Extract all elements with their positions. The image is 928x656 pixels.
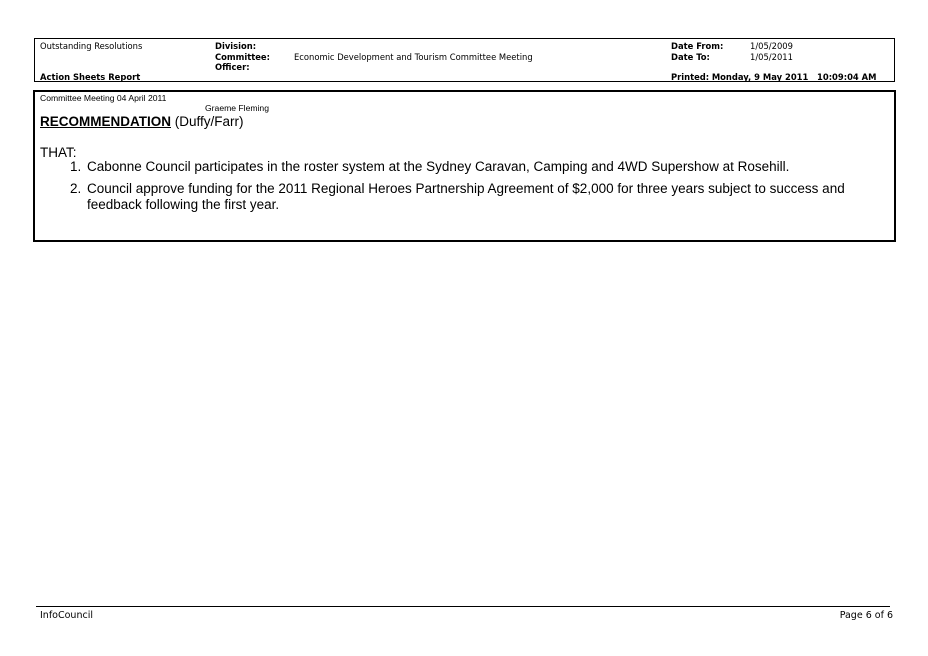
committee-value: Economic Development and Tourism Committee Meeting [294, 52, 533, 62]
footer-system: InfoCouncil [40, 610, 93, 621]
recommendation-line [40, 114, 244, 129]
division-label: Division: [215, 41, 257, 51]
resolution-record [33, 90, 896, 242]
that-label: THAT: [40, 145, 77, 160]
item-number: 2. [70, 181, 82, 196]
item-number: 1. [70, 159, 82, 174]
recommendation-movers: (Duffy/Farr) [174, 114, 244, 129]
date-from-label: Date From: [671, 41, 724, 51]
item-text: Cabonne Council participates in the roster system at the Sydney Caravan, Camping and 4WD Supershow at Rosehill. [87, 159, 790, 174]
date-to-value: 1/05/2011 [750, 52, 793, 62]
committee-label: Committee: [215, 52, 270, 62]
date-from-value: 1/05/2009 [750, 41, 793, 51]
page-number: Page 6 of 6 [839, 610, 893, 621]
officer-name: Graeme Fleming [205, 103, 269, 113]
printed-label: Printed: [671, 72, 710, 82]
date-to-label: Date To: [671, 52, 710, 62]
report-header [34, 38, 895, 82]
printed-line [671, 72, 876, 82]
printed-value: Monday, 9 May 2011 10:09:04 AM [711, 72, 877, 82]
recommendation-heading: RECOMMENDATION [40, 114, 171, 129]
report-type: Outstanding Resolutions [40, 41, 143, 51]
report-name: Action Sheets Report [40, 72, 141, 82]
item-text: Council approve funding for the 2011 Regional Heroes Partnership Agreement of $2,000 for three years subject to success and feedback following the first year. [87, 181, 845, 212]
meeting-date: Committee Meeting 04 April 2011 [40, 93, 167, 103]
officer-label: Officer: [215, 62, 250, 72]
footer-divider [36, 606, 890, 607]
